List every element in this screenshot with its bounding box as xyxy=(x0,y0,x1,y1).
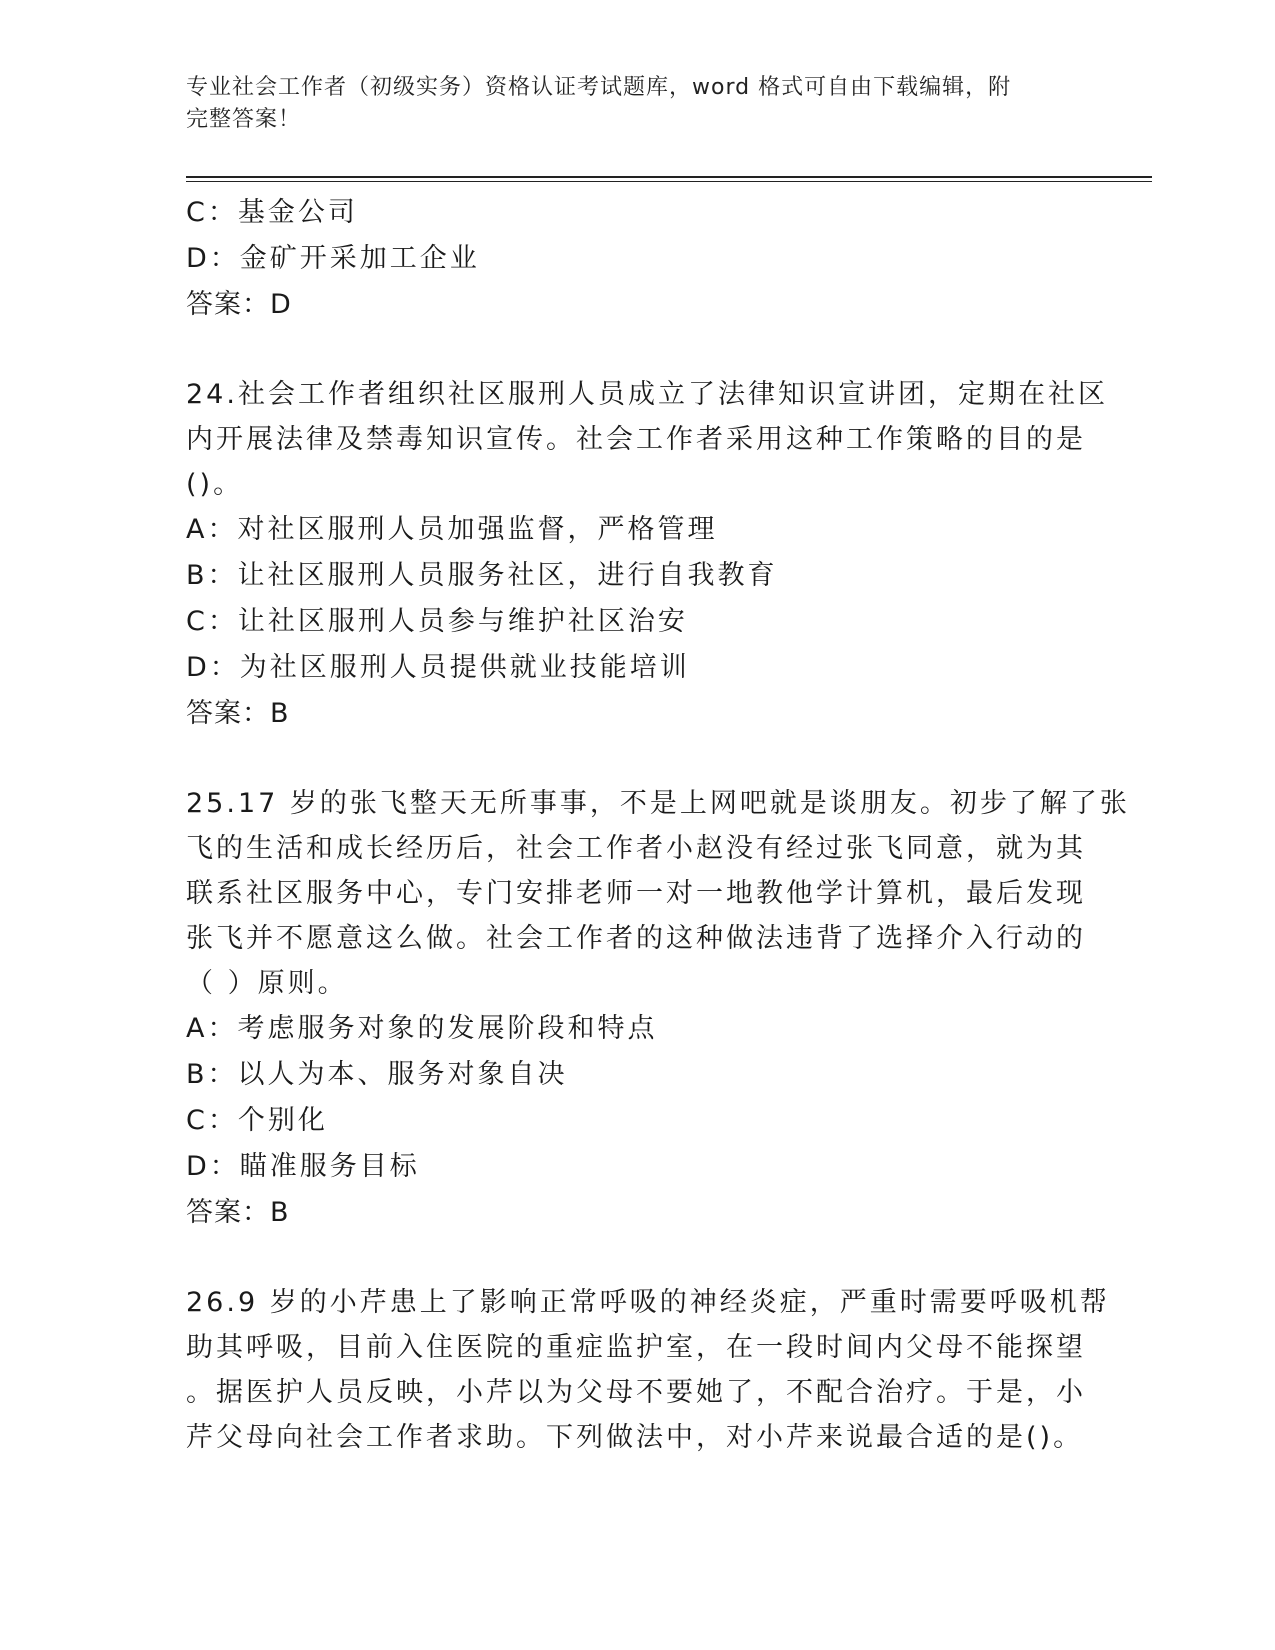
answer-line: 答案：B xyxy=(186,698,290,729)
stem-line: 联系社区服务中心，专门安排老师一对一地教他学计算机，最后发现 xyxy=(186,878,1086,909)
stem-line: 张飞并不愿意这么做。社会工作者的这种做法违背了选择介入行动的 xyxy=(186,923,1086,954)
option-d: D：为社区服刑人员提供就业技能培训 xyxy=(186,652,690,683)
option-a: A：对社区服刑人员加强监督，严格管理 xyxy=(186,514,718,545)
stem-line: （ ）原则。 xyxy=(186,968,348,999)
header-divider-thin xyxy=(186,181,1152,182)
stem-line: 25.17 岁的张飞整天无所事事，不是上网吧就是谈朋友。初步了解了张 xyxy=(186,788,1130,819)
stem-line: 芹父母向社会工作者求助。下列做法中，对小芹来说最合适的是()。 xyxy=(186,1422,1084,1453)
stem-line: 内开展法律及禁毒知识宣传。社会工作者采用这种工作策略的目的是 xyxy=(186,424,1086,455)
stem-line: 飞的生活和成长经历后，社会工作者小赵没有经过张飞同意，就为其 xyxy=(186,833,1086,864)
option-c: C：个别化 xyxy=(186,1105,328,1136)
answer-line: 答案：D xyxy=(186,289,292,320)
header-line-2: 完整答案！ xyxy=(186,107,302,132)
question-25 xyxy=(186,781,1130,1236)
stem-line: ()。 xyxy=(186,469,244,500)
question-24 xyxy=(186,372,1108,737)
document-body xyxy=(186,190,1130,1460)
question-26 xyxy=(186,1280,1110,1460)
option-c: C：基金公司 xyxy=(186,197,358,228)
option-d: D：金矿开采加工企业 xyxy=(186,243,480,274)
stem-line: 26.9 岁的小芹患上了影响正常呼吸的神经炎症，严重时需要呼吸机帮 xyxy=(186,1287,1110,1318)
document-header xyxy=(186,72,1066,136)
header-divider-thick xyxy=(186,176,1152,178)
question-23-tail xyxy=(186,190,1086,328)
question-stem xyxy=(186,1280,1110,1460)
option-d: D：瞄准服务目标 xyxy=(186,1151,420,1182)
header-line-1: 专业社会工作者（初级实务）资格认证考试题库，word 格式可自由下载编辑，附 xyxy=(186,75,1012,100)
option-b: B：让社区服刑人员服务社区，进行自我教育 xyxy=(186,560,778,591)
question-stem xyxy=(186,781,1130,1006)
stem-line: 助其呼吸，目前入住医院的重症监护室，在一段时间内父母不能探望 xyxy=(186,1332,1086,1363)
stem-line: 24.社会工作者组织社区服刑人员成立了法律知识宣讲团，定期在社区 xyxy=(186,379,1108,410)
option-a: A：考虑服务对象的发展阶段和特点 xyxy=(186,1013,658,1044)
question-stem xyxy=(186,372,1108,507)
option-c: C：让社区服刑人员参与维护社区治安 xyxy=(186,606,688,637)
stem-line: 。据医护人员反映，小芹以为父母不要她了，不配合治疗。于是，小 xyxy=(186,1377,1086,1408)
answer-line: 答案：B xyxy=(186,1197,290,1228)
option-b: B：以人为本、服务对象自决 xyxy=(186,1059,568,1090)
